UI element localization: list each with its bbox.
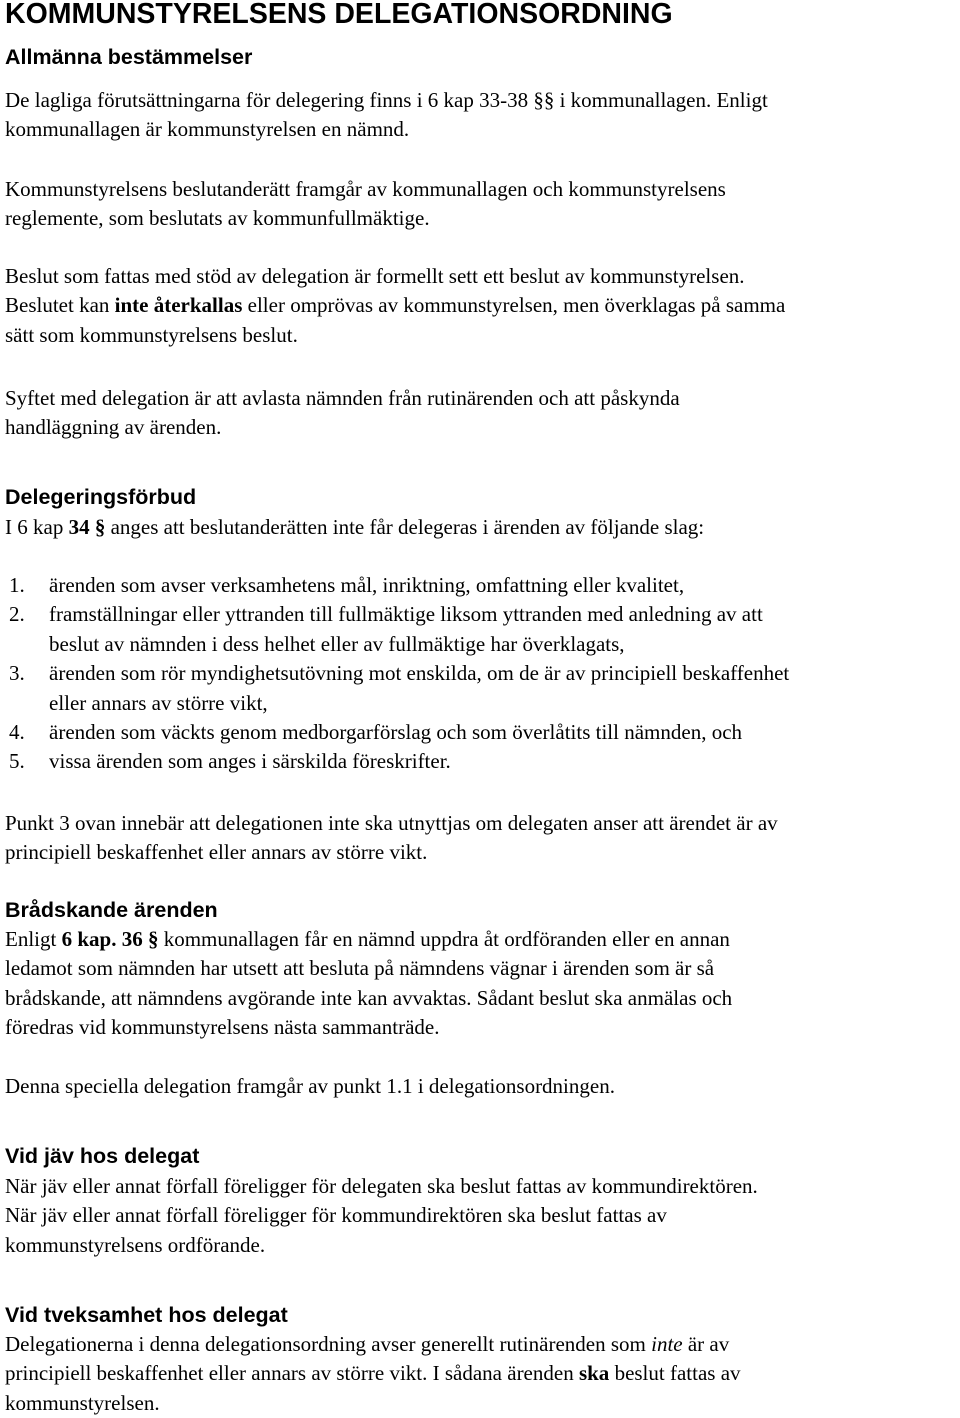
heading-delegation-ban: Delegeringsförbud <box>5 485 197 509</box>
list-item: 1. ärenden som avser verksamhetens mål, inriktning, omfattning eller kvalitet, <box>9 573 685 597</box>
heading-general-provisions: Allmänna bestämmelser <box>5 45 253 69</box>
list-item: 4. ärenden som väckts genom medborgarförslag och som överlåtits till nämnden, och <box>9 720 743 745</box>
list-item: 3. ärenden som rör myndighetsutövning mot enskilda, om de är av principiell beskaffenhet eller annars av större vikt, <box>9 661 790 715</box>
paragraph-purpose: Syftet med delegation är att avlasta nämnden från rutinärenden och att påskynda handläggning av ärenden. <box>5 386 680 440</box>
paragraph-uncertainty: Delegationerna i denna delegationsordning avser generellt rutinärenden som inte är av principiell beskaffenhet eller annars av större vikt. I sådana ärenden ska beslut fattas av kommunstyrelsen. <box>5 1332 741 1415</box>
list-item: 5. vissa ärenden som anges i särskilda föreskrifter. <box>9 749 451 774</box>
paragraph-legal-basis: De lagliga förutsättningarna för delegering finns i 6 kap 33-38 §§ i kommunallagen. Enligt kommunallagen är kommunstyrelsen en nämnd. <box>5 88 768 142</box>
heading-conflict-of-interest: Vid jäv hos delegat <box>5 1144 200 1168</box>
paragraph-ban-intro: I 6 kap 34 § anges att beslutanderätten inte får delegeras i ärenden av följande slag: <box>5 515 705 539</box>
paragraph-delegated-decisions: Beslut som fattas med stöd av delegation är formellt sett ett beslut av kommunstyrelsen. Beslutet kan inte återkallas eller omprövas av kommunstyrelsen, men överklagas på samma sätt som kommunstyrelsens beslut. <box>5 264 786 347</box>
paragraph-conflict-of-interest: När jäv eller annat förfall föreligger för delegaten ska beslut fattas av kommundirektören. När jäv eller annat förfall föreligger för kommundirektören ska beslut fattas av kommunstyrelsens ordförande. <box>5 1174 758 1257</box>
heading-urgent-matters: Brådskande ärenden <box>5 898 218 922</box>
heading-uncertainty: Vid tveksamhet hos delegat <box>5 1303 288 1327</box>
list-item: 2. framställningar eller yttranden till fullmäktige liksom yttranden med anledning av att beslut av nämnden i dess helhet eller av fullmäktige har överklagats, <box>9 602 763 656</box>
emphasis-section-36: 6 kap. 36 § <box>61 927 159 951</box>
emphasis-not-revocable: inte återkallas <box>114 293 243 318</box>
ban-list <box>5 571 960 777</box>
paragraph-authority: Kommunstyrelsens beslutanderätt framgår av kommunallagen och kommunstyrelsens reglemente, som beslutats av kommunfullmäktige. <box>5 177 726 231</box>
emphasis-not: inte <box>651 1332 683 1356</box>
paragraph-special-delegation: Denna speciella delegation framgår av punkt 1.1 i delegationsordningen. <box>5 1074 615 1098</box>
emphasis-shall: ska <box>578 1361 610 1386</box>
emphasis-section-34: 34 § <box>68 515 106 539</box>
paragraph-point-3-note: Punkt 3 ovan innebär att delegationen inte ska utnyttjas om delegaten anser att ärendet är av principiell beskaffenhet eller annars av större vikt. <box>5 811 778 865</box>
document-title: KOMMUNSTYRELSENS DELEGATIONSORDNING <box>5 0 673 30</box>
paragraph-urgent-matters: Enligt 6 kap. 36 § kommunallagen får en nämnd uppdra åt ordföranden eller en annan ledamot som nämnden har utsett att besluta på nämndens vägnar i ärenden som är så brådskande, att nämndens avgörande inte kan avvaktas. Sådant beslut ska anmälas och föredras vid kommunstyrelsens nästa sammanträde. <box>5 927 733 1040</box>
